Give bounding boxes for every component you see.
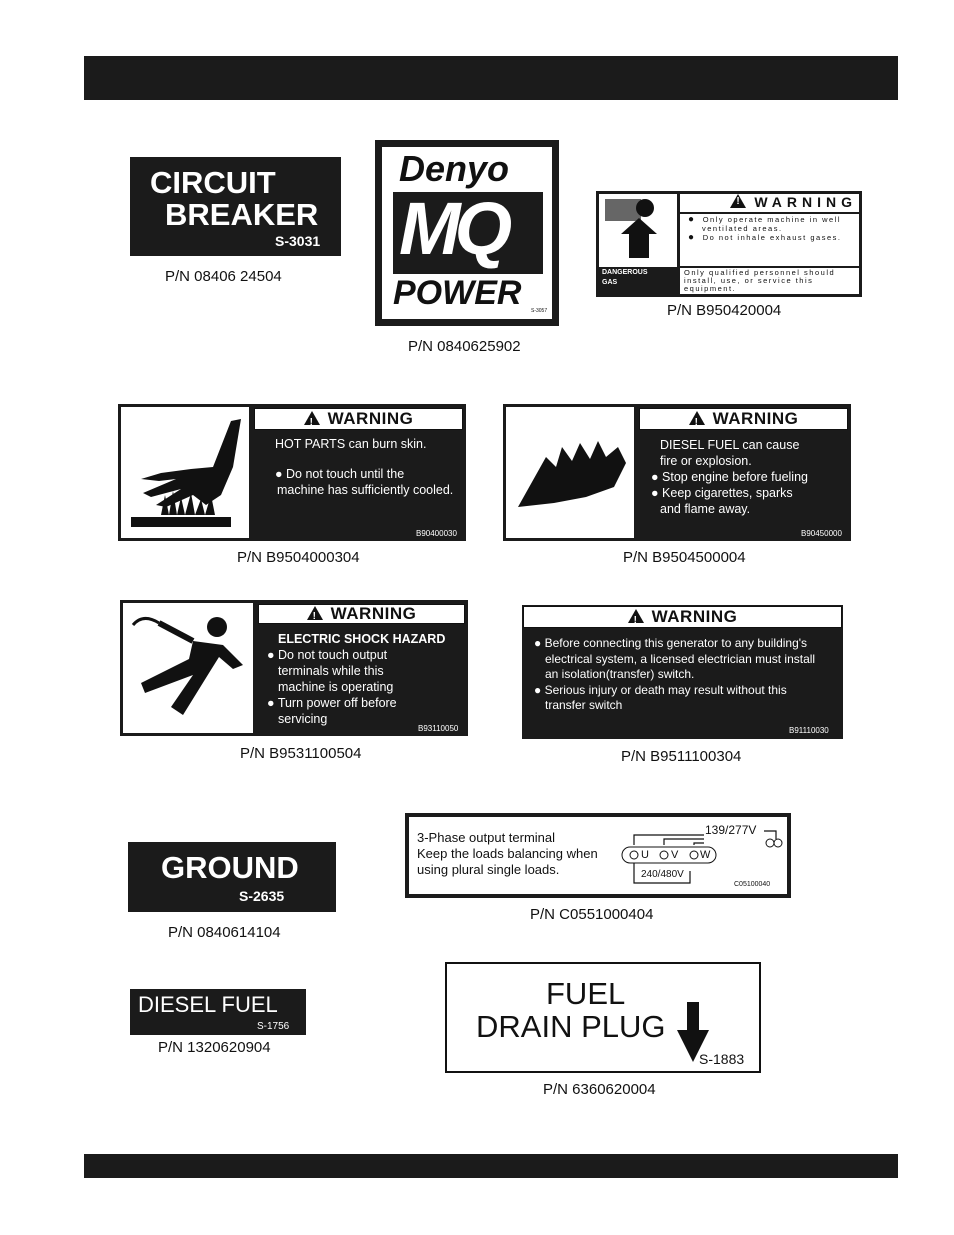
decal-line: BREAKER — [165, 197, 319, 232]
three-phase-decal — [405, 813, 791, 898]
warning-line: electrical system, a licensed electrician must install — [545, 651, 816, 666]
footer-bar — [84, 1154, 898, 1178]
decal-code: S-3057 — [531, 308, 548, 314]
flame-icon — [506, 407, 634, 538]
hand-burn-icon — [121, 407, 249, 538]
warning-title: WARNING — [327, 409, 414, 428]
warning-heading: ELECTRIC SHOCK HAZARD — [278, 632, 446, 646]
transfer-switch-decal: !WARNING ● Before connecting this generator to any building's electrical system, a licensed electrician must install an isolation(transfer) switch. ● Serious injury or death may result without this transfer switch B91110030 — [522, 605, 843, 739]
warning-line: servicing — [278, 712, 328, 726]
warning-line: and flame away. — [660, 502, 751, 516]
voltage-low-label: 240/480V — [641, 869, 684, 880]
ground-decal — [128, 842, 336, 912]
voltage-high-label: 139/277V — [705, 823, 757, 837]
part-number: P/N B950420004 — [667, 302, 782, 319]
gas-warning-decal: !WARNING ● Only operate machine in well ventilated areas. ● Do not inhale exhaust gases. Only qualified personnel should install, use, or service this equipment. DANGEROUS GAS — [596, 191, 862, 297]
part-number: P/N 1320620904 — [158, 1039, 271, 1056]
warning-bullet: Turn power off before — [277, 696, 397, 710]
warning-line: terminals while this — [278, 664, 384, 678]
decal-line: DRAIN PLUG — [476, 1009, 666, 1044]
warning-line: an isolation(transfer) switch. — [545, 667, 695, 681]
person-gas-icon — [599, 194, 677, 267]
warning-footer: Only qualified personnel should install, use, or service this equipment. — [684, 268, 836, 293]
decal-line: CIRCUIT — [150, 165, 276, 200]
decal-line: DIESEL FUEL — [138, 992, 278, 1017]
warning-bullet: Stop engine before fueling — [662, 470, 808, 484]
warning-bullet: Before connecting this generator to any building's — [544, 636, 808, 650]
electric-shock-icon — [123, 603, 253, 733]
diesel-fire-decal: !WARNING DIESEL FUEL can cause fire or explosion. ● Stop engine before fueling ● Keep cigarettes, sparks and flame away. B90450000 — [503, 404, 851, 541]
hot-parts-decal: !WARNING HOT PARTS can burn skin. ● Do not touch until the machine has sufficiently cooled. B90400030 — [118, 404, 466, 541]
warning-line: transfer switch — [545, 698, 623, 712]
danger-label: GAS — [602, 279, 618, 286]
decal-code: S-1883 — [699, 1051, 745, 1067]
warning-title: WARNING — [330, 604, 417, 623]
decal-code: B93110050 — [418, 724, 459, 733]
warning-bullet: Keep cigarettes, sparks — [662, 486, 793, 500]
decal-code: B90450000 — [801, 529, 842, 538]
warning-line: DIESEL FUEL can cause — [660, 438, 800, 452]
decal-line: FUEL — [546, 976, 626, 1011]
decal-code: C05100040 — [734, 881, 771, 888]
brand-text: Denyo — [399, 148, 510, 189]
decal-code: B91110030 — [789, 726, 829, 735]
warning-bullet: Do not inhale exhaust gases. — [702, 233, 842, 242]
part-number: P/N B9504000304 — [237, 549, 360, 566]
part-number: P/N 0840614104 — [168, 924, 281, 941]
decal-code: B90400030 — [416, 529, 457, 538]
electric-shock-decal: !WARNING ELECTRIC SHOCK HAZARD ● Do not touch output terminals while this machine is operating ● Turn power off before servicing B93110050 — [120, 600, 468, 736]
decal-code: S-2635 — [239, 888, 285, 904]
warning-bullet: Do not touch output — [278, 648, 388, 662]
fuel-drain-plug-decal — [445, 962, 761, 1073]
terminal-u-label: U — [641, 849, 649, 861]
circuit-breaker-decal — [130, 157, 341, 256]
decal-line: using plural single loads. — [417, 862, 560, 877]
terminal-v-label: V — [671, 849, 679, 861]
warning-bullet: Serious injury or death may result without this — [544, 682, 787, 697]
warning-line: HOT PARTS can burn skin. — [275, 437, 427, 451]
decal-code: S-3031 — [275, 233, 321, 249]
brand-text: POWER — [393, 274, 522, 312]
mq-logo: MQ — [399, 187, 507, 270]
decal-line: 3-Phase output terminal — [417, 830, 556, 845]
part-number: P/N 0840625902 — [408, 338, 521, 355]
warning-line: fire or explosion. — [660, 454, 752, 468]
warning-title: WARNING — [712, 409, 799, 428]
warning-line: machine is operating — [278, 680, 394, 694]
warning-title: WARNING — [651, 607, 738, 626]
part-number: P/N 6360620004 — [543, 1081, 656, 1098]
diesel-fuel-decal — [130, 989, 306, 1035]
part-number: P/N 08406 24504 — [165, 268, 282, 285]
header-bar — [84, 56, 898, 100]
terminal-w-label: W — [700, 849, 711, 861]
part-number: P/N B9504500004 — [623, 549, 746, 566]
decal-code: S-1756 — [257, 1021, 290, 1032]
warning-line: machine has sufficiently cooled. — [277, 483, 454, 497]
decal-line: GROUND — [161, 850, 299, 885]
decal-line: Keep the loads balancing when — [417, 846, 598, 861]
warning-bullet: Do not touch until the — [286, 467, 405, 481]
danger-label: DANGEROUS — [602, 269, 648, 276]
warning-bullet: Only operate machine in well ventilated areas. — [702, 215, 842, 233]
part-number: P/N B9531100504 — [240, 745, 362, 762]
part-number: P/N B9511100304 — [621, 748, 742, 765]
part-number: P/N C0551000404 — [530, 906, 654, 923]
warning-title: WARNING — [754, 194, 857, 210]
denyo-mq-decal — [375, 140, 559, 326]
